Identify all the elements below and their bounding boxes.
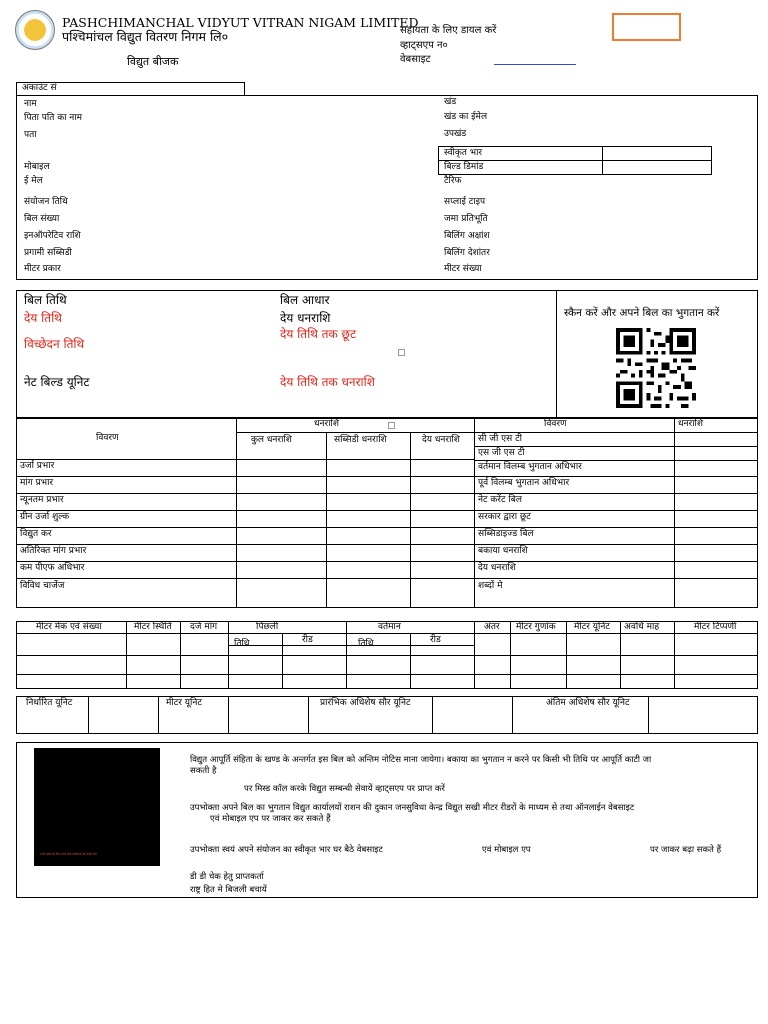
address-label: पता xyxy=(24,130,37,140)
notice-payment-cont: एवं मोबाइल एप पर जाकर कर सकते हैं xyxy=(210,814,331,824)
checkbox-icon[interactable] xyxy=(398,349,405,356)
charge-row-label: मांग प्रभार xyxy=(20,478,54,488)
notice-increase: पर जाकर बढ़ा सकते हैं xyxy=(650,845,722,855)
company-name-en: PASHCHIMANCHAL VIDYUT VITRAN NIGAM LIMITED xyxy=(62,15,419,30)
right-row-label: देय धनराशि xyxy=(478,563,516,573)
col-total-amount: कुल धनराशि xyxy=(251,435,292,445)
charge-row-label: ग्रीन उर्जा शुल्क xyxy=(20,512,70,522)
net-billed-units-label: नेट बिल्ड यूनिट xyxy=(24,375,90,389)
progressive-subsidy-label: प्रगामी सब्सिडी xyxy=(24,248,72,258)
curr-date-label: तिथि xyxy=(358,639,374,649)
right-row-label: नेट करेंट बिल xyxy=(478,495,522,505)
prev-reading-label: रीड xyxy=(302,635,313,645)
opening-solar-surplus-label: प्रारंभिक अधिशेष सौर यूनिट xyxy=(320,698,411,708)
right-row-label: सब्सिडाइज्ड बिल xyxy=(478,529,534,539)
meter-header: मीटर स्थिति xyxy=(134,622,172,632)
billing-latitude-label: बिलिंग अक्षांश xyxy=(444,231,490,241)
email-label: ई मेल xyxy=(24,176,43,186)
charges-amount-header: धनराशि xyxy=(314,419,339,429)
tariff-label: टैरिफ xyxy=(444,176,462,186)
right-amount-header: धनराशि xyxy=(678,419,703,429)
mobile-label: मोबाइल xyxy=(24,162,50,172)
meter-units-label: मीटर यूनिट xyxy=(166,698,202,708)
connection-date-label: संयोजन तिथि xyxy=(24,197,68,207)
curr-reading-label: रीड xyxy=(430,635,441,645)
notice-final-cont: सकती है xyxy=(190,766,217,776)
account-number-label: अकाउंट सं xyxy=(22,83,57,93)
charges-desc-header: विवरण xyxy=(96,433,119,443)
charge-row-label: विद्युत कर xyxy=(20,529,52,539)
right-row-label: वर्तमान विलम्ब भुगतान अधिभार xyxy=(478,462,582,472)
supply-type-label: सप्लाई टाइप xyxy=(444,197,486,207)
helpline-label: सहायता के लिए डायल करें xyxy=(400,25,497,36)
amount-till-due-label: देय तिथि तक धनराशि xyxy=(280,375,375,389)
notice-payment: उपभोक्ता अपने बिल का भुगतान विद्युत कार्यालयों राशन की दुकान जनसुविधा केन्द्र विद्युत सखी मीटर रीडरों के माध्यम से तथा ऑनलाईन वेबसाइट xyxy=(190,803,635,813)
right-row-label: सरकार द्वारा छूट xyxy=(478,512,531,522)
right-row-label: शब्दों मे xyxy=(478,581,503,591)
prev-date-label: तिथि xyxy=(234,639,250,649)
billed-demand-label: बिल्ड डिमांड xyxy=(444,162,484,172)
rebate-till-due-label: देय तिथि तक छूट xyxy=(280,327,357,341)
sanctioned-load-label: स्वीकृत भार xyxy=(444,148,483,158)
col-subsidy-amount: सब्सिडी धनराशि xyxy=(334,435,387,445)
notice-final: विद्युत आपूर्ति संहिता के खण्ड के अन्तर्गत इस बिल को अन्तिम नोटिस माना जायेगा। बकाया का भुगतान न करने पर किसी भी तिथि पर आपूर्ति काटी जा xyxy=(190,755,652,765)
bill-date-label: बिल तिथि xyxy=(24,293,67,307)
document-title: विद्युत बीजक xyxy=(127,55,179,68)
bill-basis-label: बिल आधार xyxy=(280,293,330,307)
meter-header: पिछली xyxy=(256,622,279,632)
father-husband-label: पिता पति का नाम xyxy=(24,113,83,123)
meter-header: अवधि माह xyxy=(624,622,660,632)
website-link[interactable] xyxy=(494,64,576,65)
assessed-units-label: निर्धारित यूनिट xyxy=(26,698,73,708)
subdivision-label: उपखंड xyxy=(444,129,467,139)
right-row-label: एस जी एस टी xyxy=(478,448,525,458)
scan-pay-label: स्कैन करें और अपने बिल का भुगतान करें xyxy=(564,307,720,319)
meter-number-label: मीटर संख्या xyxy=(444,264,482,274)
consumer-name-label: नाम xyxy=(24,99,37,109)
division-label: खंड xyxy=(444,97,457,107)
qr-code-icon[interactable] xyxy=(615,328,697,408)
meter-header: दर्ज मांग xyxy=(190,622,218,632)
billing-longitude-label: बिलिंग देशांतर xyxy=(444,248,490,258)
meter-header: मीटर टिप्पणी xyxy=(694,622,737,632)
due-date-label: देय तिथि xyxy=(24,311,62,325)
charge-row-label: उर्जा प्रभार xyxy=(20,461,55,471)
security-deposit-label: जमा प्रतिभूति xyxy=(444,214,488,224)
notice-save-energy: राष्ट्र हित मे बिजली बचायें xyxy=(190,885,267,895)
right-desc-header: विवरण xyxy=(544,419,567,429)
bill-number-label: बिल संख्या xyxy=(24,214,60,224)
consumer-details-box xyxy=(16,95,758,280)
division-email-label: खंड का ईमेल xyxy=(444,112,488,122)
closing-solar-surplus-label: अंतिम अधिशेष सौर यूनिट xyxy=(546,698,630,708)
meter-header: मीटर मेक एवं संख्या xyxy=(36,622,102,632)
meter-header: मीटर गुणांक xyxy=(516,622,556,632)
meter-header: मीटर यूनिट xyxy=(574,622,610,632)
meter-type-label: मीटर प्रकार xyxy=(24,264,61,274)
disconnection-date-label: विच्छेदन तिथि xyxy=(24,337,85,351)
right-row-label: पूर्व विलम्ब भुगतान अधिभार xyxy=(478,478,570,488)
meter-header: वर्तमान xyxy=(378,622,401,632)
right-row-label: सी जी एस टी xyxy=(478,434,522,444)
charge-row-label: विविध चार्जेज xyxy=(20,581,65,591)
payable-amount-label: देय धनराशि xyxy=(280,311,331,325)
meter-header: अंतर xyxy=(484,622,500,632)
charge-row-label: कम पीएफ अधिभार xyxy=(20,563,85,573)
notice-dd-cheque: डी डी चेक हेतु प्राप्तकर्ता xyxy=(190,872,264,882)
whatsapp-label: व्हाट्सएप न० xyxy=(400,40,448,51)
charge-row-label: अतिरिक्त मांग प्रभार xyxy=(20,546,87,556)
checkbox-icon[interactable] xyxy=(388,422,395,429)
company-logo xyxy=(15,10,55,50)
website-label: वेबसाइट xyxy=(400,54,431,65)
notice-mobile-app: एवं मोबाइल एप xyxy=(482,845,531,855)
inoperative-amount-label: इनऑपरेटिव राशि xyxy=(24,231,81,241)
notice-missed-call: पर मिस्ड कॉल करके विद्युत सम्बन्धी सेवायें व्हाट्सएप पर प्राप्त करें xyxy=(244,784,445,794)
company-name-hi: पश्चिमांचल विद्युत वितरण निगम लि० xyxy=(62,29,229,44)
right-row-label: बकाया धनराशि xyxy=(478,546,528,556)
notice-load-enhance: उपभोक्ता स्वयं अपने संयोजन का स्वीकृत भार घर बैठे वेबसाइट xyxy=(190,845,383,855)
charge-row-label: न्यूनतम प्रभार xyxy=(20,495,64,505)
advertisement-image: ऊर्जा बचत के लिए स्टार रेटेड उपकरण का प्रयोग करें xyxy=(34,748,160,866)
col-payable-amount: देय धनराशि xyxy=(422,435,460,445)
highlight-box xyxy=(612,13,681,41)
